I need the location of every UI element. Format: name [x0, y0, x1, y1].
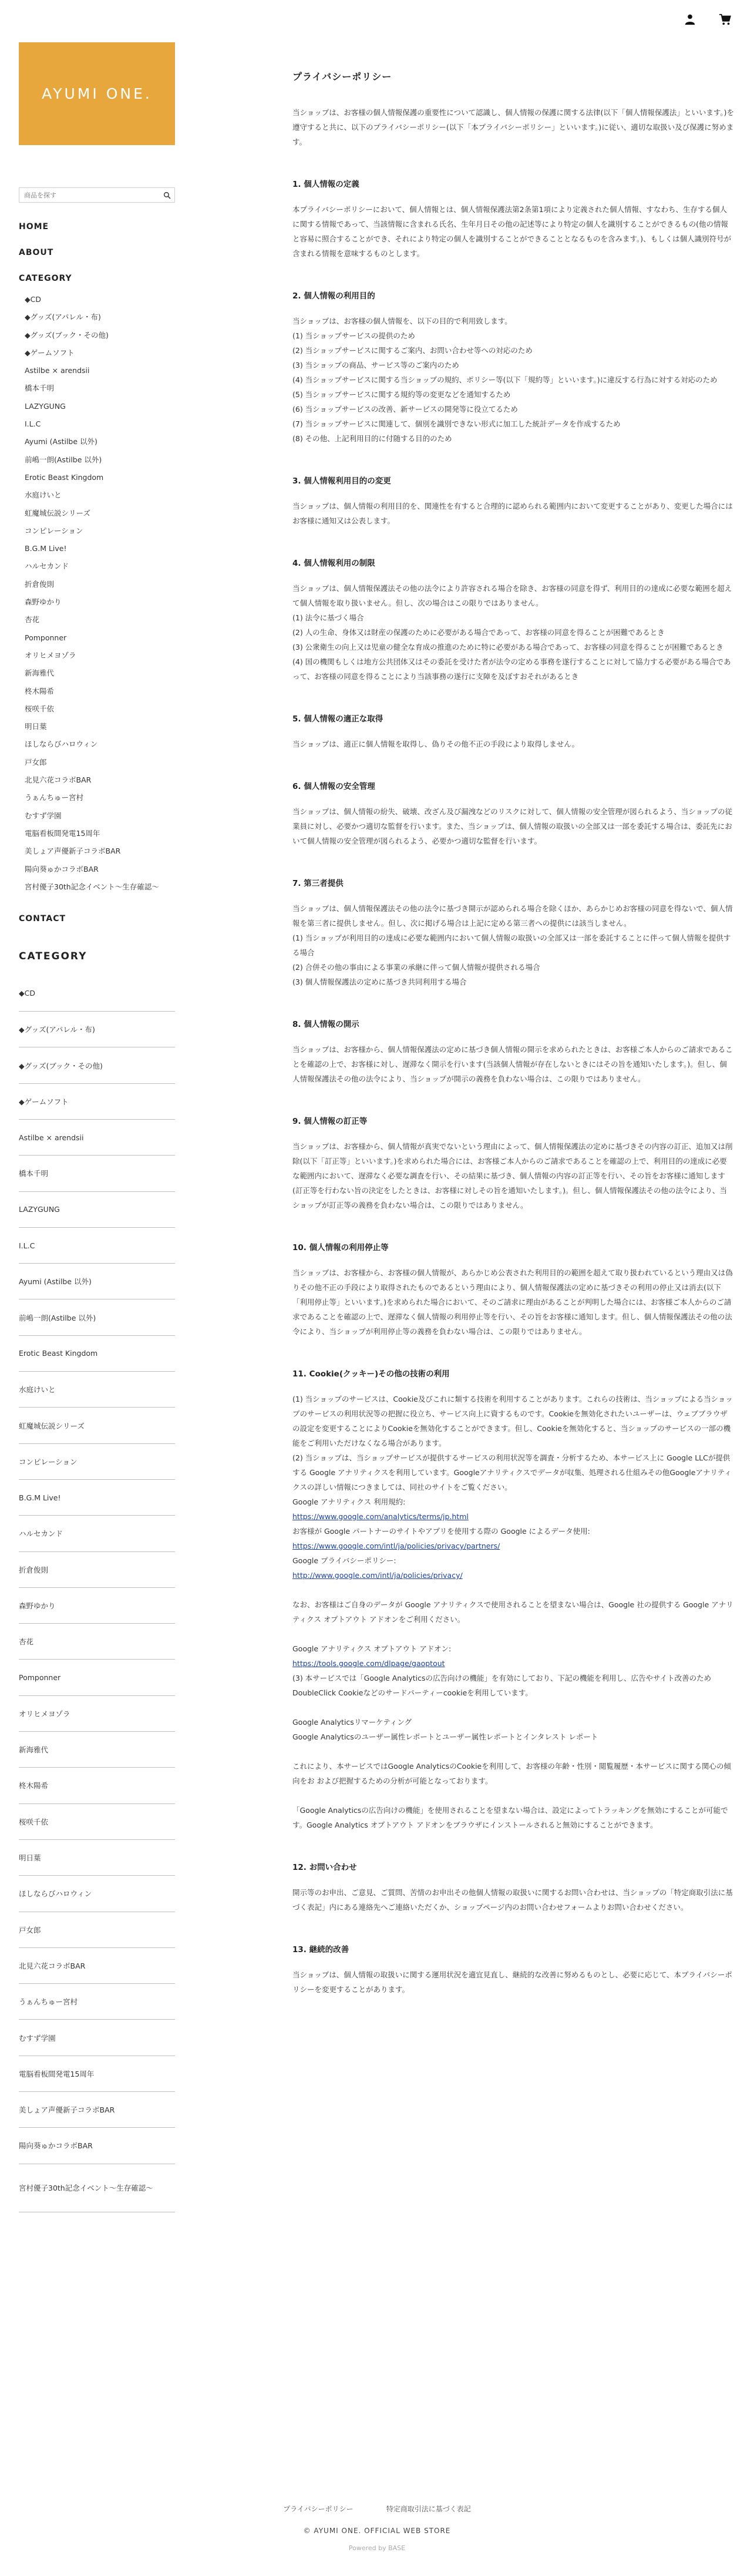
- section-text: 当ショップは、個人情報の紛失、破壊、改ざん及び漏洩などのリスクに対して、個人情報の安全管理が図られるよう、当ショップの従業員に対し、必要かつ適切な監督を行います。また、当ショップは、個人情報の取扱いの全部又は一部を委託する場合は、委託先において個人情報の安全管理が図られるよう、必要かつ適切な監督を行います。: [292, 807, 733, 845]
- section-heading: 1. 個人情報の定義: [292, 180, 359, 189]
- sidebar-category-item[interactable]: うぁんちゅー宮村: [25, 793, 84, 802]
- policy-section: [292, 289, 734, 446]
- sidebar-category-item[interactable]: I.L.C: [25, 419, 41, 429]
- section-heading: 13. 継続的改善: [292, 1945, 349, 1954]
- section-heading: 11. Cookie(クッキー)その他の技術の利用: [292, 1369, 450, 1379]
- section-text: 当ショップは、個人情報保護法その他の法令により許容される場合を除き、お客様の同意を得ず、利用目的の達成に必要な範囲を超えて個人情報を取り扱いません。但し、次の場合はこの限りではありません。: [292, 584, 732, 607]
- section-text: (1) 当ショップが利用目的の達成に必要な範囲内において個人情報の取扱いの全部又は一部を委託することに伴って個人情報を提供する場合: [292, 933, 731, 957]
- sidebar-category-item[interactable]: ◆グッズ(ブック・その他): [25, 330, 109, 340]
- section-text: (3) 公衆衛生の向上又は児童の健全な育成の推進のために特に必要がある場合であって、お客様の同意を得ることが困難であるとき: [292, 643, 723, 651]
- category-section-item[interactable]: ◆グッズ(ブック・その他): [19, 1047, 175, 1083]
- sidebar-category-item[interactable]: 電脳看板間発電15周年: [25, 828, 100, 838]
- section-heading: 7. 第三者提供: [292, 879, 344, 888]
- category-section-item[interactable]: 杏花: [19, 1624, 175, 1660]
- category-section-item[interactable]: 柊木陽希: [19, 1768, 175, 1803]
- sidebar-category-item[interactable]: 戸女郎: [25, 757, 47, 767]
- section-text: 当ショップは、お客様から、個人情報が真実でないという理由によって、個人情報保護法の定めに基づきその内容の訂正、追加又は削除(以下「訂正等」といいます。)を求められた場合には、お客様ご本人からのご請求であることを確認の上で、利用目的の達成に必要な範囲内において、遅滞なく必要な調査を行い、その結果に基づき、個人情報の内容の訂正等を行い、その旨をお客様に通知します(訂正等を行わない旨の決定をしたときは、お客様に対しその旨を通知いたします。)。但し、個人情報保護法その他の法令により、当ショップが訂正等の義務を負わない場合は、この限りではありません。: [292, 1142, 733, 1210]
- sidebar-category-item[interactable]: 水庭けいと: [25, 491, 62, 500]
- sidebar-category-item[interactable]: 新海雅代: [25, 669, 55, 678]
- section-text: (2) 当ショップは、当ショップサービスが提供するサービスの利用状況等を調査・分析するため、本サービス上に Google LLCが提供する Google アナリティクスを利用しています。Googleアナリティクスでデータが収集、処理される仕組みその他Googleアナリティクスの詳しい情報につきましては、同社のサイトをご覧ください。: [292, 1453, 732, 1492]
- policy-section: [292, 1367, 734, 1832]
- category-section-item[interactable]: 虹魔城伝説シリーズ: [19, 1408, 175, 1443]
- sidebar: [19, 42, 175, 2212]
- section-text: (5) 当ショップサービスに関する規約等の変更などを通知するため: [292, 390, 511, 399]
- category-section-item[interactable]: ◆グッズ(アパレル・布): [19, 1012, 175, 1047]
- category-section-item[interactable]: 陽向葵ゅかコラボBAR: [19, 2128, 175, 2164]
- category-section-item[interactable]: 北見六花コラボBAR: [19, 1948, 175, 1984]
- nav-contact[interactable]: CONTACT: [19, 913, 66, 923]
- category-section-item[interactable]: 橋本千明: [19, 1156, 175, 1191]
- category-section-item[interactable]: うぁんちゅー宮村: [19, 1984, 175, 2020]
- category-section-item[interactable]: むすず学園: [19, 2020, 175, 2056]
- shop-logo[interactable]: [19, 42, 175, 145]
- policy-section: [292, 876, 734, 989]
- section-text: (1) 当ショップサービスの提供のため: [292, 331, 415, 340]
- section-text: 当ショップは、お客様から、個人情報保護法の定めに基づき個人情報の開示を求められたときは、お客様ご本人からのご請求であることを確認の上で、お客様に対し、遅滞なく開示を行います(当該個人情報が存在しないときにはその旨を通知いたします。)。但し、個人情報保護法その他の法令により、当ショップが開示の義務を負わない場合は、この限りではありません。: [292, 1045, 733, 1083]
- section-text: 開示等のお申出、ご意見、ご質問、苦情のお申出その他個人情報の取扱いに関するお問い合わせは、当ショップの「特定商取引法に基づく表記」内にある連絡先へご連絡いただくか、ショップページ内のお問い合わせフォームよりお問い合わせください。: [292, 1888, 733, 1912]
- section-text: 当ショップは、個人情報の利用目的を、関連性を有すると合理的に認められる範囲内において変更することがあり、変更した場合にはお客様に通知又は公表します。: [292, 502, 733, 525]
- section-text: (1) 当ショップのサービスは、Cookie及びこれに類する技術を利用することがあります。これらの技術は、当ショップによる当ショップのサービスの利用状況等の把握に役立ち、サービス向上に資するものです。Cookieを無効化されたいユーザーは、ウェブブラウザの設定を変更することによりCookieを無効化することができます。但し、Cookieを無効化すると、当ショップのサービスの一部の機能をご利用いただけなくなる場合があります。: [292, 1395, 733, 1447]
- category-section-item[interactable]: コンピレーション: [19, 1444, 175, 1480]
- category-section-item[interactable]: B.G.M Live!: [19, 1480, 175, 1516]
- sidebar-category-item[interactable]: LAZYGUNG: [25, 401, 66, 411]
- external-link[interactable]: http://www.google.com/intl/ja/policies/privacy/: [292, 1571, 463, 1580]
- section-text: (2) 人の生命、身体又は財産の保護のために必要がある場合であって、お客様の同意を得ることが困難であるとき: [292, 628, 665, 637]
- section-heading: 2. 個人情報の利用目的: [292, 291, 375, 301]
- section-text: 当ショップは、個人情報保護法その他の法令に基づき開示が認められる場合を除くほか、あらかじめお客様の同意を得ないで、個人情報を第三者に提供しません。但し、次に掲げる場合は上記に定める第三者への提供には該当しません。: [292, 904, 733, 928]
- category-section-item[interactable]: 前嶋一朗(Astilbe 以外): [19, 1299, 175, 1335]
- policy-section: [292, 177, 734, 261]
- intro-text: 当ショップは、お客様の個人情報保護の重要性について認識し、個人情報の保護に関する法律(以下「個人情報保護法」といいます。)を遵守すると共に、以下のプライバシーポリシー(以下「本プライバシーポリシー」といいます。)に従い、適切な取扱い及び保護に努めます。: [292, 108, 735, 146]
- category-section-item[interactable]: I.L.C: [19, 1228, 175, 1264]
- category-section-item[interactable]: 戸女郎: [19, 1912, 175, 1948]
- category-section-item[interactable]: 明日葉: [19, 1840, 175, 1876]
- section-text: Google アナリティクス 利用規約:: [292, 1497, 406, 1506]
- user-icon[interactable]: [684, 13, 696, 26]
- category-section-item[interactable]: 美しょア声優新子コラボBAR: [19, 2092, 175, 2128]
- section-text: (8) その他、上記利用目的に付随する目的のため: [292, 434, 452, 443]
- category-section-item[interactable]: 折倉俊則: [19, 1552, 175, 1588]
- section-text: なお、お客様はご自身のデータが Google アナリティクスで使用されることを望まない場合は、Google 社の提供する Google アナリティクス オプトアウト アドオンをご利用ください。: [292, 1600, 733, 1624]
- sidebar-category-item[interactable]: 虹魔城伝説シリーズ: [25, 508, 90, 518]
- policy-sections: [292, 177, 734, 1997]
- section-text: (3) 本サービスでは「Google Analyticsの広告向けの機能」を有効にしており、下記の機能を利用し、広告やサイト改善のためDoubleClick Cookieなどのサードパーティーcookieを利用しています。: [292, 1674, 712, 1697]
- nav-home[interactable]: HOME: [19, 222, 49, 231]
- policy-section: [292, 1241, 734, 1339]
- footer: [0, 2504, 754, 2552]
- policy-section: [292, 474, 734, 528]
- sidebar-category-item[interactable]: 前嶋一朗(Astilbe 以外): [25, 455, 102, 464]
- category-section-item[interactable]: 水庭けいと: [19, 1372, 175, 1408]
- category-section-item[interactable]: Ayumi (Astilbe 以外): [19, 1264, 175, 1299]
- section-text: (7) 当ショップサービスに関連して、個別を識別できない形式に加工した統計データを作成するため: [292, 419, 621, 428]
- section-text: 当ショップは、お客様の個人情報を、以下の目的で利用致します。: [292, 317, 512, 325]
- external-link[interactable]: https://www.google.com/intl/ja/policies/privacy/partners/: [292, 1541, 500, 1550]
- section-heading: 3. 個人情報利用目的の変更: [292, 476, 391, 486]
- main-nav: [19, 221, 175, 946]
- sidebar-category-item[interactable]: ◆CD: [25, 295, 41, 304]
- external-link[interactable]: https://www.google.com/analytics/terms/jp.html: [292, 1512, 469, 1521]
- footer-links: [0, 2504, 754, 2514]
- spacer: [292, 1700, 734, 1715]
- sidebar-category-item[interactable]: 橋本千明: [25, 384, 55, 393]
- sidebar-category-item[interactable]: 森野ゆかり: [25, 597, 62, 607]
- main-content: [292, 69, 734, 1997]
- policy-section: [292, 556, 734, 684]
- cart-icon[interactable]: [719, 13, 732, 26]
- policy-section: [292, 1860, 734, 1915]
- copyright: © AYUMI ONE. OFFICIAL WEB STORE: [303, 2527, 451, 2535]
- section-text: Google Analyticsリマーケティング: [292, 1718, 412, 1727]
- section-text: Google アナリティクス オプトアウト アドオン:: [292, 1644, 452, 1653]
- section-heading: 4. 個人情報利用の制限: [292, 559, 375, 568]
- section-text: 本プライバシーポリシーにおいて、個人情報とは、個人情報保護法第2条第1項により定義された個人情報、すなわち、生存する個人に関する情報であって、当該情報に含まれる氏名、生年月日その他の記述等により特定の個人を識別することができるもの(他の情報と容易に照合することができ、それにより特定の個人を識別することができることとなるものを含みます。)、もしくは個人識別符号が含まれる情報を意味するものとします。: [292, 205, 732, 258]
- sidebar-category-item[interactable]: ◆ゲームソフト: [25, 348, 75, 357]
- sidebar-category-item[interactable]: ハルセカンド: [25, 562, 69, 571]
- category-section-item[interactable]: 新海雅代: [19, 1732, 175, 1768]
- category-section-item[interactable]: Astilbe × arendsii: [19, 1120, 175, 1156]
- section-text: (3) 当ショップの商品、サービス等のご案内のため: [292, 361, 459, 370]
- policy-section: [292, 780, 734, 848]
- category-section-item[interactable]: ◆CD: [19, 976, 175, 1012]
- sidebar-category-item[interactable]: 北見六花コラボBAR: [25, 775, 92, 785]
- category-section-item[interactable]: ハルセカンド: [19, 1516, 175, 1551]
- section-heading: 5. 個人情報の適正な取得: [292, 714, 383, 724]
- nav-about[interactable]: ABOUT: [19, 248, 54, 257]
- page-title: プライバシーポリシー: [292, 71, 392, 82]
- sidebar-category-item[interactable]: 宮村優子30th記念イベント〜生存確認〜: [25, 882, 159, 891]
- nav-category-heading: CATEGORY: [19, 274, 72, 283]
- sidebar-category-item[interactable]: B.G.M Live!: [25, 544, 67, 553]
- section-text: (6) 当ショップサービスの改善、新サービスの開発等に役立てるため: [292, 405, 518, 414]
- section-text: (2) 当ショップサービスに関するご案内、お問い合わせ等への対応のため: [292, 346, 533, 355]
- section-text: (4) 当ショップサービスに関する当ショップの規約、ポリシー等(以下「規約等」といいます。)に違反する行為に対する対応のため: [292, 375, 718, 384]
- section-text: (4) 国の機関もしくは地方公共団体又はその委託を受けた者が法令の定める事務を遂行することに対して協力する必要がある場合であって、お客様の同意を得ることにより当該事務の遂行に支障を及ぼすおそれがあるとき: [292, 657, 731, 681]
- sidebar-category-item[interactable]: 桜咲千依: [25, 704, 55, 713]
- spacer: [292, 1744, 734, 1759]
- section-heading: 6. 個人情報の安全管理: [292, 782, 375, 791]
- category-section-item[interactable]: 電脳看板間発電15周年: [19, 2056, 175, 2092]
- section-text: (2) 合併その他の事由による事業の承継に伴って個人情報が提供される場合: [292, 963, 540, 972]
- sidebar-category-item[interactable]: Pomponner: [25, 633, 67, 642]
- footer-link-tokushoho[interactable]: 特定商取引法に基づく表記: [386, 2505, 471, 2513]
- category-list: [19, 294, 175, 908]
- category-section-item[interactable]: Pomponner: [19, 1660, 175, 1695]
- category-section-item[interactable]: 桜咲千依: [19, 1804, 175, 1840]
- search-box: [19, 187, 175, 203]
- section-heading: 9. 個人情報の訂正等: [292, 1117, 368, 1126]
- category-section-item[interactable]: 宮村優子30th記念イベント〜生存確認〜: [19, 2164, 175, 2212]
- category-section-item[interactable]: 森野ゆかり: [19, 1588, 175, 1624]
- section-heading: 12. お問い合わせ: [292, 1863, 357, 1872]
- sidebar-category-item[interactable]: 明日葉: [25, 722, 47, 731]
- section-text: 当ショップは、個人情報の取扱いに関する運用状況を適宜見直し、継続的な改善に努めるものとし、必要に応じて、本プライバシーポリシーを変更することがあります。: [292, 1970, 732, 1994]
- sidebar-category-item[interactable]: 杏花: [25, 615, 40, 624]
- sidebar-category-item[interactable]: Erotic Beast Kingdom: [25, 472, 104, 482]
- policy-section: [292, 1943, 734, 1997]
- powered-by[interactable]: Powered by BASE: [348, 2544, 406, 2552]
- sidebar-category-item[interactable]: むすず学園: [25, 811, 62, 820]
- search-input[interactable]: [19, 192, 159, 199]
- logo-text: AYUMI ONE.: [42, 85, 152, 102]
- section-text: お客様が Google パートナーのサイトやアプリを使用する際の Google によるデータ使用:: [292, 1527, 590, 1536]
- category-section-item[interactable]: ほしならびハロウィン: [19, 1876, 175, 1912]
- spacer: [292, 1583, 734, 1597]
- section-text: Google プライバシーポリシー:: [292, 1556, 396, 1565]
- sidebar-category-item[interactable]: Astilbe × arendsii: [25, 366, 90, 375]
- section-text: (3) 個人情報保護法の定めに基づき共同利用する場合: [292, 978, 467, 986]
- policy-section: [292, 1017, 734, 1086]
- sidebar-category-item[interactable]: Ayumi (Astilbe 以外): [25, 437, 97, 446]
- category-section-list: [19, 976, 175, 2212]
- category-section-item[interactable]: Erotic Beast Kingdom: [19, 1336, 175, 1372]
- category-section-item[interactable]: オリヒメヨゾラ: [19, 1696, 175, 1732]
- sidebar-category-item[interactable]: オリヒメヨゾラ: [25, 650, 76, 660]
- sidebar-category-item[interactable]: ◆グッズ(アパレル・布): [25, 313, 101, 322]
- category-section-item[interactable]: ◆ゲームソフト: [19, 1084, 175, 1120]
- search-icon[interactable]: [159, 188, 174, 202]
- sidebar-category-item[interactable]: 柊木陽希: [25, 686, 55, 696]
- spacer: [292, 1788, 734, 1803]
- footer-link-privacy[interactable]: プライバシーポリシー: [283, 2505, 354, 2513]
- sidebar-category-item[interactable]: ほしならびハロウィン: [25, 740, 98, 749]
- sidebar-category-item[interactable]: 折倉俊則: [25, 579, 55, 589]
- policy-section: [292, 1114, 734, 1213]
- sidebar-category-item[interactable]: コンピレーション: [25, 526, 83, 535]
- policy-section: [292, 712, 734, 751]
- header-icons: [684, 13, 732, 26]
- section-text: 当ショップは、お客様から、お客様の個人情報が、あらかじめ公表された利用目的の範囲を超えて取り扱われているという理由又は偽りその他不正の手段により取得されたものであるという理由により、個人情報保護法の定めに基づきその利用の停止又は消去(以下「利用停止等」といいます。)を求められた場合において、そのご請求に理由があることが判明した場合には、お客様ご本人からのご請求であることを確認の上で、遅滞なく個人情報の利用停止等を行い、その旨をお客様に通知します。但し、個人情報保護法その他の法令により、当ショップが利用停止等の義務を負わない場合は、この限りではありません。: [292, 1268, 733, 1336]
- category-section-item[interactable]: LAZYGUNG: [19, 1192, 175, 1228]
- section-text: 「Google Analyticsの広告向けの機能」を使用されることを望まない場合は、設定によってトラッキングを無効にすることが可能です。Google Analytics オプトアウト アドオンをブラウザにインストールされると無効にすることができます。: [292, 1806, 728, 1829]
- section-text: 当ショップは、適正に個人情報を取得し、偽りその他不正の手段により取得しません。: [292, 740, 580, 748]
- spacer: [292, 1627, 734, 1641]
- section-text: (1) 法令に基づく場合: [292, 613, 364, 622]
- section-heading: 8. 個人情報の開示: [292, 1020, 359, 1029]
- external-link[interactable]: https://tools.google.com/dlpage/gaoptout: [292, 1659, 445, 1668]
- section-text: これにより、本サービスではGoogle AnalyticsのCookieを利用して、お客様の年齢・性別・閲覧履歴・本サービスに関する関心の傾向をお および把握するための分析が可能となっております。: [292, 1762, 731, 1785]
- sidebar-category-item[interactable]: 美しょア声優新子コラボBAR: [25, 847, 121, 856]
- section-heading: 10. 個人情報の利用停止等: [292, 1243, 389, 1252]
- category-section-title: CATEGORY: [19, 950, 87, 962]
- sidebar-category-item[interactable]: 陽向葵ゅかコラボBAR: [25, 864, 99, 874]
- section-text: Google Analyticsのユーザー属性レポートとユーザー属性レポートとインタレスト レポート: [292, 1732, 598, 1741]
